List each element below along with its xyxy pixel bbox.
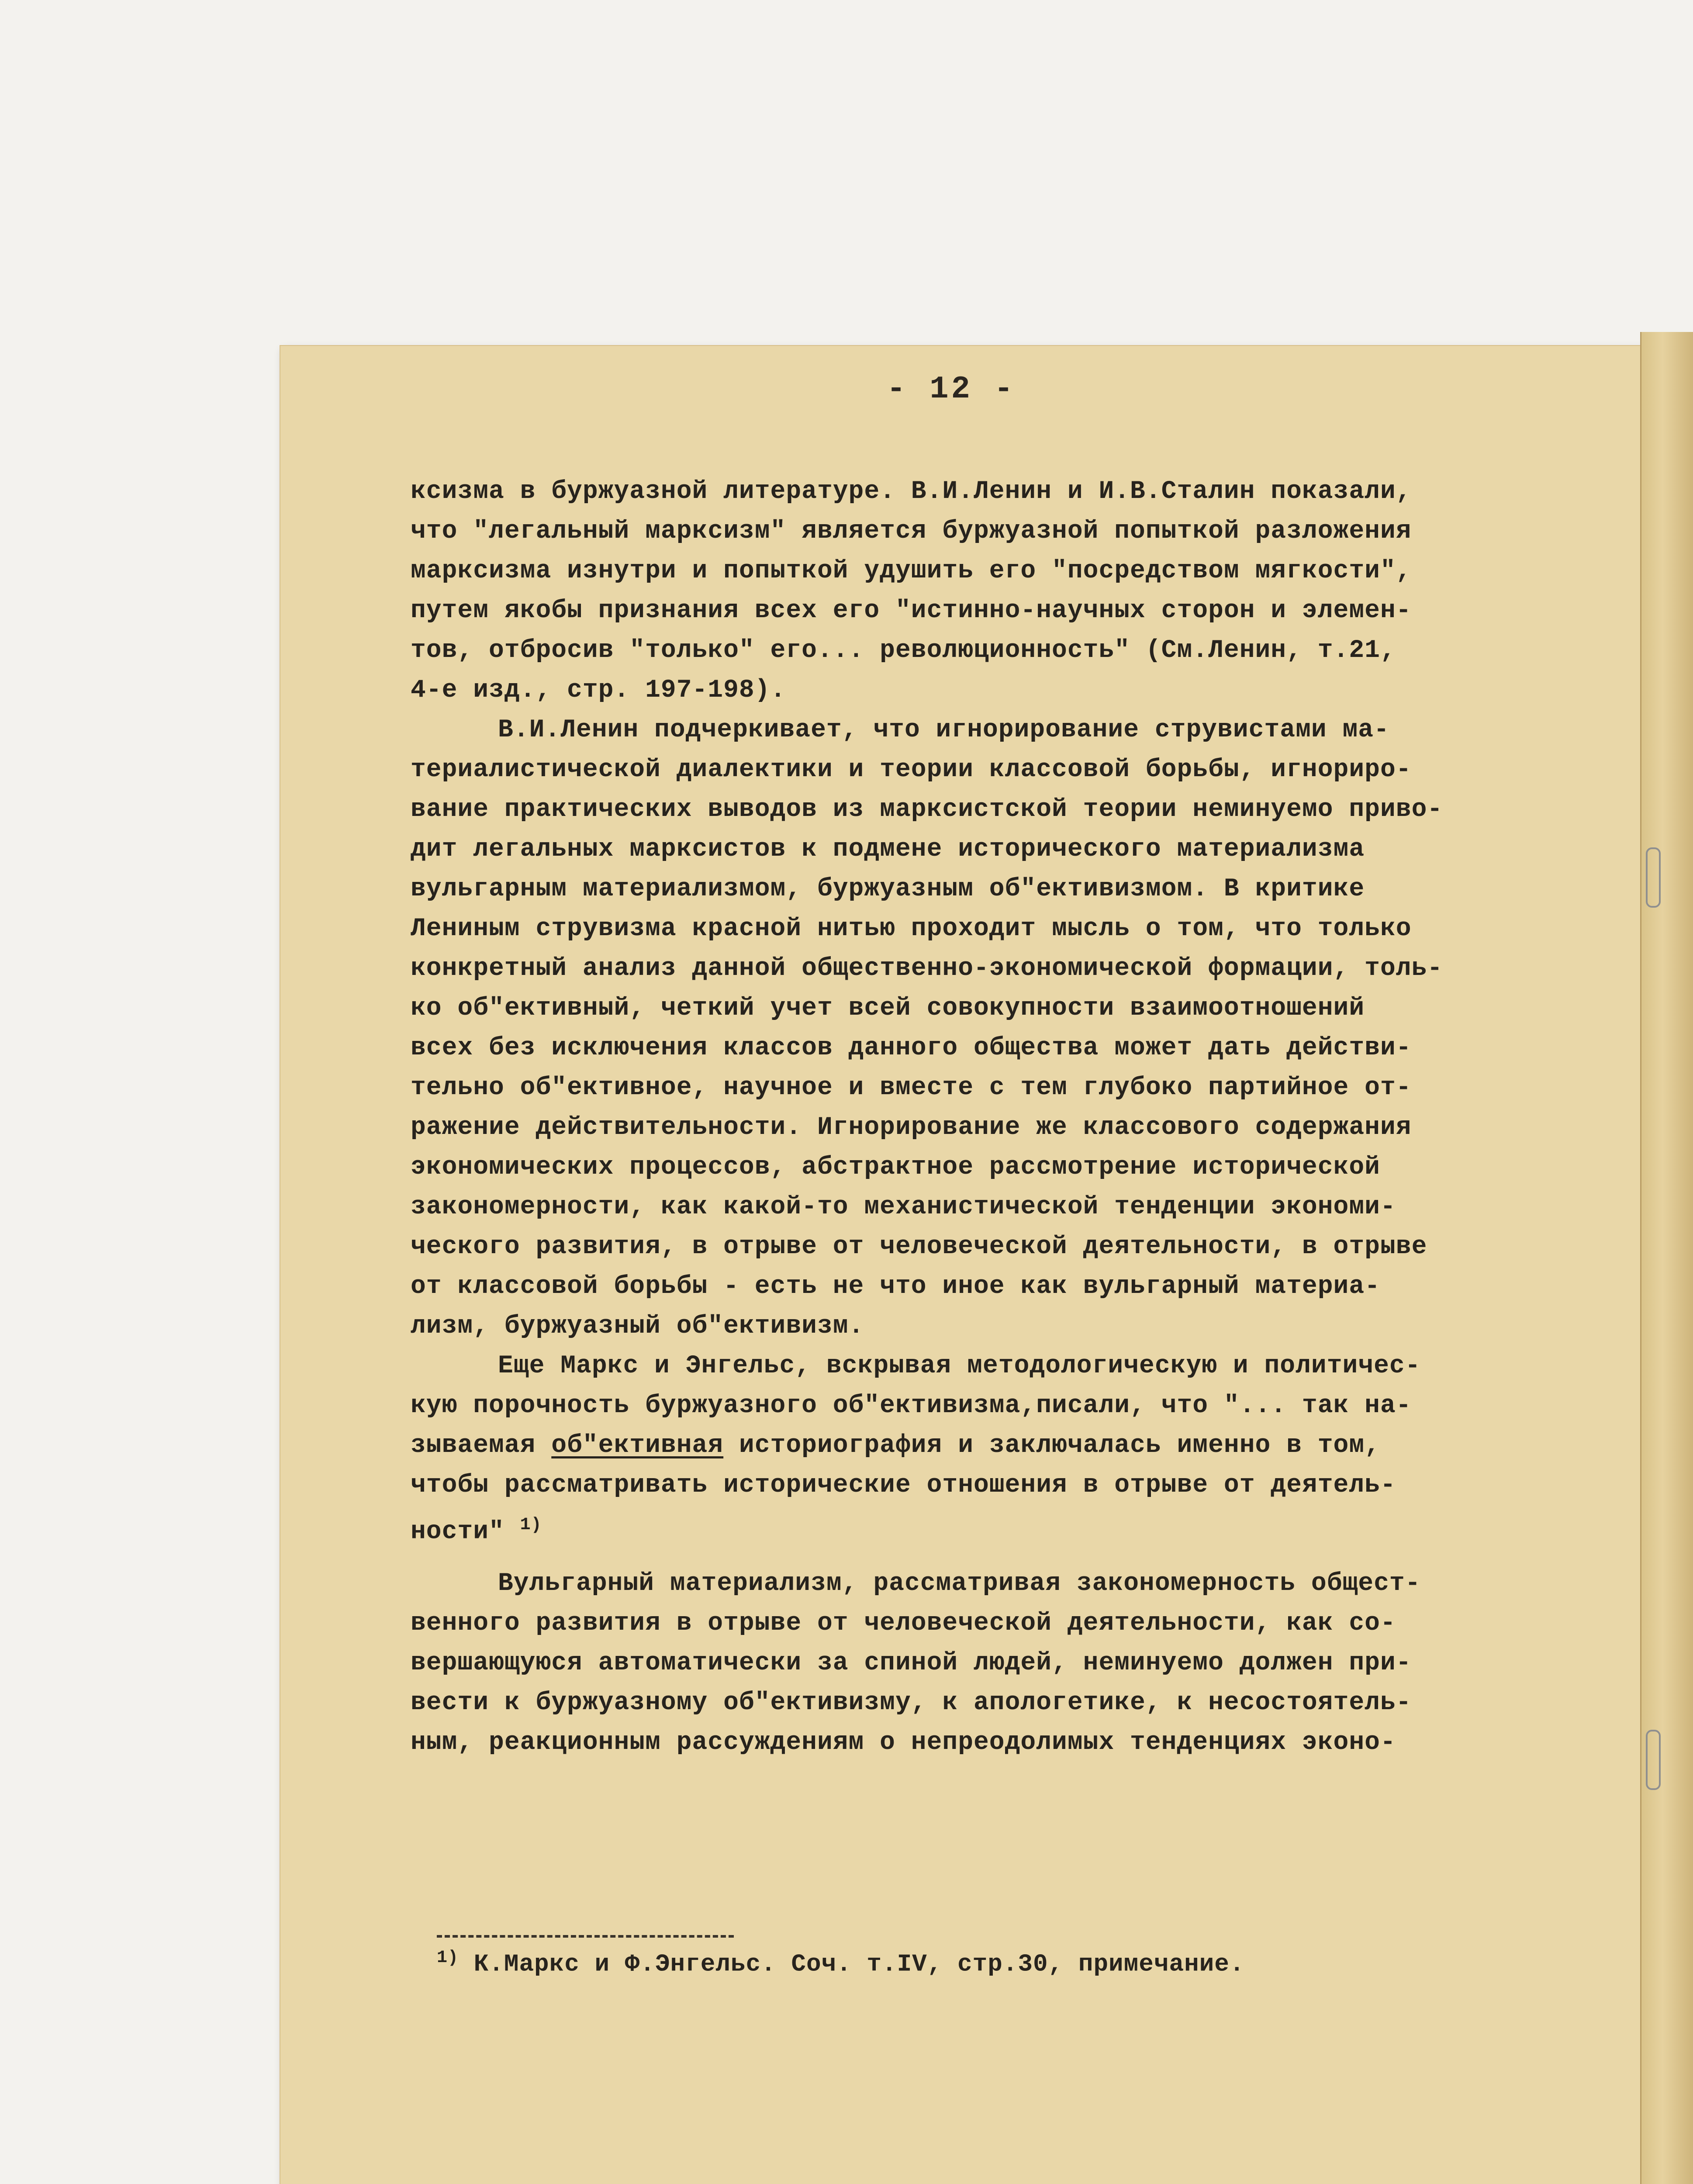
paragraph xyxy=(411,710,1599,1346)
paragraph xyxy=(411,1346,1599,1552)
text-line: путем якобы признания всех его "истинно-научных сторон и элемен- xyxy=(411,597,1412,625)
text-line: Еще Маркс и Энгельс, вскрывая методологическую и политичес- xyxy=(498,1352,1421,1380)
text-line: венного развития в отрыве от человеческой деятельности, как со- xyxy=(411,1609,1396,1638)
page-number: - 12 - xyxy=(887,371,1016,407)
staple-clip-icon xyxy=(1646,847,1661,908)
text-line: тельно об"ективное, научное и вместе с тем глубоко партийное от- xyxy=(411,1074,1412,1102)
text-line: экономических процессов, абстрактное рассмотрение исторической xyxy=(411,1153,1380,1182)
text-fragment: ности" xyxy=(411,1517,504,1546)
text-line xyxy=(411,1426,1599,1465)
text-line: вание практических выводов из марксистской теории неминуемо приво- xyxy=(411,795,1443,824)
text-line: вульгарным материализмом, буржуазным об"ективизмом. В критике xyxy=(411,875,1365,903)
underlined-word: об"ективная xyxy=(551,1431,724,1460)
text-line: ческого развития, в отрыве от человеческой деятельности, в отрыве xyxy=(411,1233,1427,1261)
body-text xyxy=(411,472,1599,1762)
text-line: дит легальных марксистов к подмене исторического материализма xyxy=(411,835,1365,864)
text-line: ко об"ективный, четкий учет всей совокупности взаимоотношений xyxy=(411,994,1365,1023)
text-line: вершающуюся автоматически за спиной людей, неминуемо должен при- xyxy=(411,1649,1412,1678)
text-line: конкретный анализ данной общественно-экономической формации, толь- xyxy=(411,954,1443,983)
text-line: закономерности, как какой-то механистической тенденции экономи- xyxy=(411,1193,1396,1221)
text-fragment: историография и заключалась именно в том, xyxy=(723,1431,1380,1460)
text-line: ражение действительности. Игнорирование же классового содержания xyxy=(411,1113,1412,1142)
text-line: 4-е изд., стр. 197-198). xyxy=(411,676,786,705)
text-line: чтобы рассматривать исторические отношения в отрыве от деятель- xyxy=(411,1471,1396,1500)
text-line: марксизма изнутри и попыткой удушить его "посредством мягкости", xyxy=(411,557,1412,585)
text-fragment: зываемая xyxy=(411,1431,552,1460)
next-page-edge xyxy=(1640,332,1693,2184)
text-line: териалистической диалектики и теории классовой борьбы, игнориро- xyxy=(411,756,1412,784)
text-line xyxy=(411,1505,1599,1552)
text-line: всех без исключения классов данного общества может дать действи- xyxy=(411,1034,1412,1062)
text-line: что "легальный марксизм" является буржуазной попыткой разложения xyxy=(411,517,1412,546)
staple-clip-icon xyxy=(1646,1730,1661,1790)
text-line: В.И.Ленин подчеркивает, что игнорирование струвистами ма- xyxy=(498,716,1389,744)
footnote-text: К.Маркс и Ф.Энгельс. Соч. т.IV, стр.30, примечание. xyxy=(473,1950,1245,1978)
text-line: ксизма в буржуазной литературе. В.И.Ленин и И.В.Сталин показали, xyxy=(411,477,1412,506)
text-line: лизм, буржуазный об"ективизм. xyxy=(411,1312,864,1341)
text-line: Лениным струвизма красной нитью проходит мысль о том, что только xyxy=(411,915,1412,943)
paragraph xyxy=(411,1564,1599,1762)
text-line: ным, реакционным рассуждениям о непреодолимых тенденциях эконо- xyxy=(411,1728,1396,1757)
paragraph xyxy=(411,472,1599,710)
text-line: Вульгарный материализм, рассматривая закономерность общест- xyxy=(498,1569,1421,1598)
text-line: тов, отбросив "только" его... революционность" (См.Ленин, т.21, xyxy=(411,636,1396,665)
text-line: кую порочность буржуазного об"ективизма,писали, что "... так на- xyxy=(411,1392,1412,1420)
footnote-reference: 1) xyxy=(520,1515,542,1535)
footnote-marker: 1) xyxy=(437,1948,459,1968)
text-line: от классовой борьбы - есть не что иное как вульгарный материа- xyxy=(411,1272,1380,1301)
text-line: вести к буржуазному об"ективизму, к апологетике, к несостоятель- xyxy=(411,1689,1412,1717)
footnote xyxy=(437,1948,1245,1978)
footnote-divider xyxy=(437,1935,734,1938)
